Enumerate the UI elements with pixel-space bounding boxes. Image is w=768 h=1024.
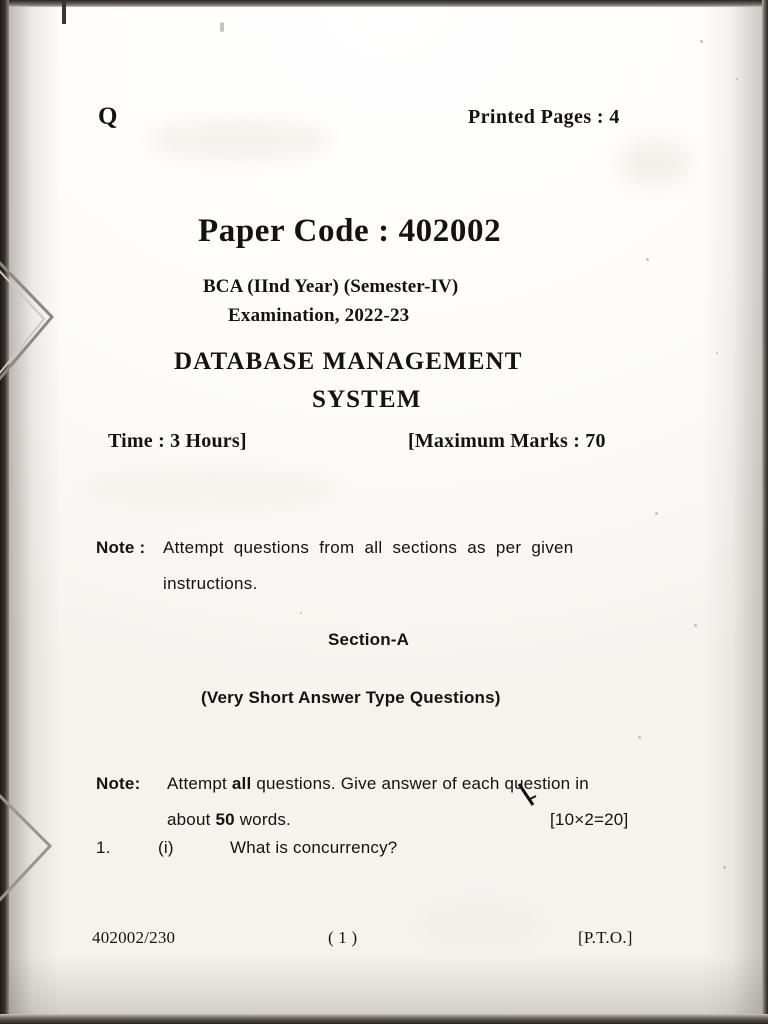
page-notch-lower-icon (0, 780, 68, 930)
page-notch-upper-icon (0, 255, 68, 405)
scan-edge-bottom (0, 1014, 768, 1024)
scan-blotch (80, 470, 340, 510)
section-note-post: questions. Give answer of each question in (251, 774, 589, 793)
section-note-line-2 (167, 810, 291, 830)
scan-speck (700, 40, 703, 43)
q-marker: Q (98, 103, 118, 130)
scan-edge-right (762, 0, 768, 1024)
page-title: Paper Code : 402002 (198, 213, 502, 249)
scan-speck (716, 352, 718, 354)
footer-page-number: ( 1 ) (328, 928, 358, 947)
pen-stroke-icon (516, 782, 538, 808)
section-note-post-2: words. (234, 810, 291, 829)
section-note-pre: Attempt (167, 774, 232, 793)
section-note-pre-2: about (167, 810, 216, 829)
scan-blotch (150, 120, 330, 160)
page-shadow-bottom (9, 954, 762, 1014)
subject-line-1: DATABASE MANAGEMENT (174, 348, 523, 375)
subject-line-2: SYSTEM (312, 386, 422, 413)
scan-speck (646, 258, 649, 261)
section-note-label: Note: (96, 774, 141, 793)
section-note-word-count: 50 (215, 810, 235, 829)
question-sub-number: (i) (158, 838, 174, 857)
scan-speck (655, 512, 658, 515)
section-note-emphasis: all (231, 774, 252, 793)
course-line: BCA (IInd Year) (Semester-IV) (203, 276, 459, 297)
scan-top-tick (62, 0, 66, 24)
printed-pages-label: Printed Pages : 4 (468, 106, 620, 128)
section-subheading: (Very Short Answer Type Questions) (201, 688, 501, 707)
section-heading: Section-A (328, 630, 410, 649)
page-shadow-right (702, 7, 762, 1014)
footer-pto-label: [P.T.O.] (578, 928, 633, 947)
maximum-marks: [Maximum Marks : 70 (408, 430, 606, 452)
scan-edge-top (0, 0, 768, 7)
footer-paper-code: 402002/230 (92, 928, 176, 947)
question-number: 1. (96, 838, 111, 857)
scan-blotch (420, 905, 540, 945)
scan-speck (638, 736, 641, 739)
examination-line: Examination, 2022-23 (228, 305, 410, 326)
question-text: What is concurrency? (230, 838, 398, 857)
scan-speck (220, 22, 224, 32)
section-marks-tag: [10×2=20] (550, 810, 629, 829)
scan-speck (694, 624, 697, 627)
general-note-line-2: instructions. (163, 574, 258, 593)
scan-speck (723, 866, 726, 869)
scan-speck (736, 78, 738, 80)
time-allowed: Time : 3 Hours] (108, 430, 247, 452)
scan-speck (300, 612, 302, 614)
general-note-label: Note : (96, 538, 146, 557)
scan-blotch (620, 140, 690, 186)
general-note-line-1: Attempt questions from all sections as per given (163, 538, 574, 557)
